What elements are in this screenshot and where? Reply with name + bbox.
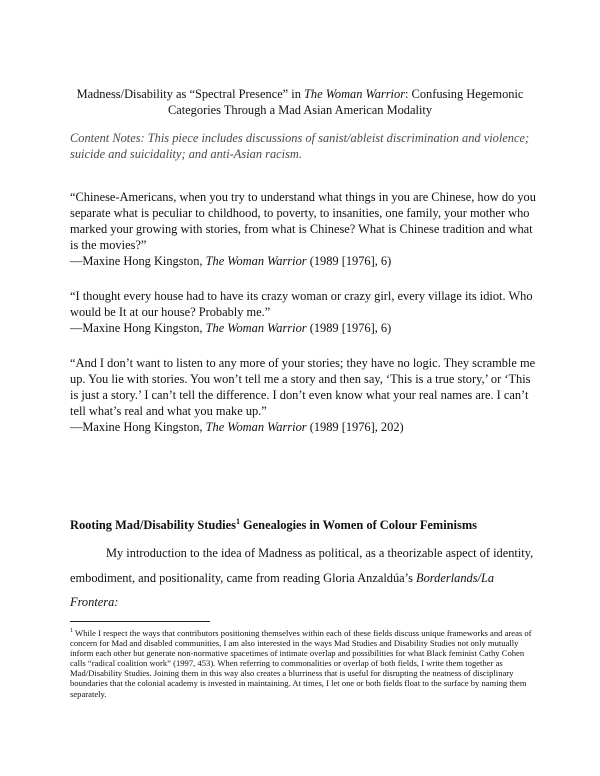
footnote xyxy=(70,628,536,699)
epigraph-quote-3 xyxy=(70,355,540,435)
section-heading xyxy=(70,517,540,533)
attribution-author: —Maxine Hong Kingston, xyxy=(70,321,206,335)
footnote-number: 1 xyxy=(70,628,73,635)
footnote-divider xyxy=(70,621,210,622)
title-book-italic: The Woman Warrior xyxy=(304,87,406,101)
epigraph-quote-2 xyxy=(70,288,540,336)
quote-text: “Chinese-Americans, when you try to understand what things in you are Chinese, how do you separate what is peculiar to childhood, to poverty, to insanities, one family, your mother who marked your growing with stories, from what is Chinese? What is Chinese tradition and what is the movies?” xyxy=(70,190,536,252)
epigraph-quote-1 xyxy=(70,189,540,269)
attribution-book: The Woman Warrior xyxy=(205,420,307,434)
paragraph-text: My introduction to the idea of Madness as political, as a theorizable aspect of identity, embodiment, and positionality, came from reading Gloria Anzaldúa’s xyxy=(70,546,534,585)
attribution-book: The Woman Warrior xyxy=(205,254,307,268)
paper-title xyxy=(70,86,530,118)
attribution-citation: (1989 [1976], 202) xyxy=(306,420,404,434)
attribution-book: The Woman Warrior xyxy=(205,321,307,335)
attribution-author: —Maxine Hong Kingston, xyxy=(70,254,206,268)
title-text-post: : Confusing Hegemonic Categories Through a Mad Asian American Modality xyxy=(167,87,524,117)
paragraph-book-italic: Borderlands/La Frontera: xyxy=(70,570,495,609)
attribution-citation: (1989 [1976], 6) xyxy=(306,254,392,268)
body-paragraph xyxy=(70,541,536,615)
heading-text-pre: Rooting Mad/Disability Studies xyxy=(70,518,236,532)
heading-text-post: Genealogies in Women of Colour Feminisms xyxy=(239,518,477,532)
title-text-pre: Madness/Disability as “Spectral Presence” in xyxy=(76,87,305,101)
quote-text: “I thought every house had to have its crazy woman or crazy girl, every village its idiot. Who would be It at our house? Probably me.” xyxy=(70,289,533,319)
quote-attribution xyxy=(70,320,540,336)
quote-attribution xyxy=(70,419,540,435)
quote-text: “And I don’t want to listen to any more of your stories; they have no logic. They scramble me up. You lie with stories. You won’t tell me a story and then say, ‘This is a true story,’ or ‘This is just a story.’ I can’t tell the difference. I don’t even know what your real names are. I can’t tell what’s real and what you make up.” xyxy=(70,356,536,418)
content-notes: Content Notes: This piece includes discussions of sanist/ableist discrimination and violence; suicide and suicidality; and anti-Asian racism. xyxy=(70,131,530,161)
footnote-marker[interactable]: 1 xyxy=(235,516,240,526)
attribution-author: —Maxine Hong Kingston, xyxy=(70,420,206,434)
attribution-citation: (1989 [1976], 6) xyxy=(306,321,392,335)
quote-attribution xyxy=(70,253,540,269)
footnote-text: While I respect the ways that contributors positioning themselves within each of these fields discuss unique frameworks and areas of concern for Mad and disabled communities, I am also interested in the ways Mad Studies and Disability Studies not only mutually inform each other but generate non-normative spacetimes of intimate overlap and possibilities for what Black feminist Cathy Cohen calls “radical coalition work” (1997, 453). When referring to commonalities or overlap of both fields, I write them together as Mad/Disability Studies. Joining them in this way also creates a blurriness that is useful for disrupting the neatness of disciplinary boundaries that the colonial academy is invested in maintaining. At times, I let one or both fields float to the surface by naming them separately. xyxy=(70,628,532,699)
